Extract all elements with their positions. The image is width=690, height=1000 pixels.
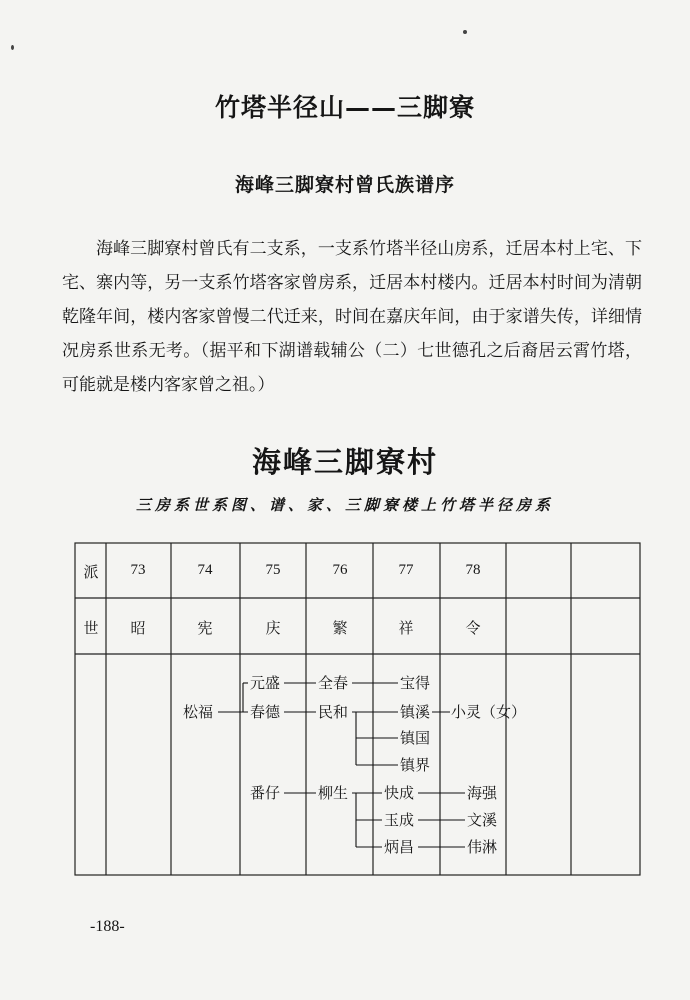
generation-78: 78	[465, 562, 481, 578]
tree-name-minhe: 民和	[318, 703, 349, 721]
tree-name-bingchang: 炳昌	[384, 838, 415, 856]
generation-77: 77	[398, 562, 414, 578]
row-header-pai: 派	[83, 563, 99, 581]
char-ling: 令	[465, 619, 481, 637]
tree-name-zhenxi: 镇溪	[400, 703, 431, 721]
tree-name-baode: 宝得	[400, 674, 431, 692]
page-number: -188-	[90, 918, 125, 935]
section-title: 海峰三脚寮村	[251, 445, 438, 479]
page-subtitle: 海峰三脚寮村曾氏族谱序	[234, 174, 455, 196]
preface-paragraph: 海峰三脚寮村曾氏有二支系，一支系竹塔半径山房系，迁居本村上宅、下宅、寨内等，另一支系竹塔客家曾房系，迁居本村楼内。迁居本村时间为清朝乾隆年间，楼内客家曾慢二代迁来，时间在嘉庆年间，由于家谱失传，详细情况房系世系无考。（据平和下湖谱载辅公（二）七世德孔之后裔居云霄竹塔，可能就是楼内客家曾之祖。）	[62, 239, 642, 395]
tree-name-liusheng: 柳生	[318, 784, 349, 802]
tree-name-weilin: 伟淋	[467, 838, 498, 856]
generation-73: 73	[130, 562, 146, 578]
tree-name-haiqiang: 海强	[467, 784, 498, 802]
tree-name-yucheng: 玉成	[384, 811, 415, 829]
tree-name-xiaoling: 小灵（女）	[451, 703, 527, 721]
tree-name-yuansheng: 元盛	[250, 674, 281, 692]
generation-74: 74	[197, 562, 213, 578]
tree-name-songfu: 松福	[183, 703, 214, 721]
char-zhao: 昭	[130, 619, 146, 637]
tree-name-fanzai: 番仔	[250, 784, 281, 802]
tree-name-kuaicheng: 快成	[384, 784, 415, 802]
page-title: 竹塔半径山——三脚寮	[214, 93, 475, 122]
row-header-shi: 世	[83, 619, 99, 637]
char-xian: 宪	[197, 619, 213, 637]
section-subtitle: 三房系世系图、谱、家、三脚寮楼上竹塔半径房系	[135, 496, 554, 514]
tree-name-zhenjie: 镇界	[400, 756, 431, 774]
tree-name-quanchun: 全春	[318, 674, 349, 692]
char-qing: 庆	[265, 619, 281, 637]
tree-name-chunde: 春德	[250, 703, 281, 721]
generation-75: 75	[265, 562, 281, 578]
char-fan: 繁	[332, 619, 348, 637]
tree-name-zhenguo: 镇国	[400, 729, 431, 747]
tree-name-wenxi: 文溪	[467, 811, 498, 829]
generation-76: 76	[332, 562, 348, 578]
char-xiang: 祥	[398, 619, 414, 637]
